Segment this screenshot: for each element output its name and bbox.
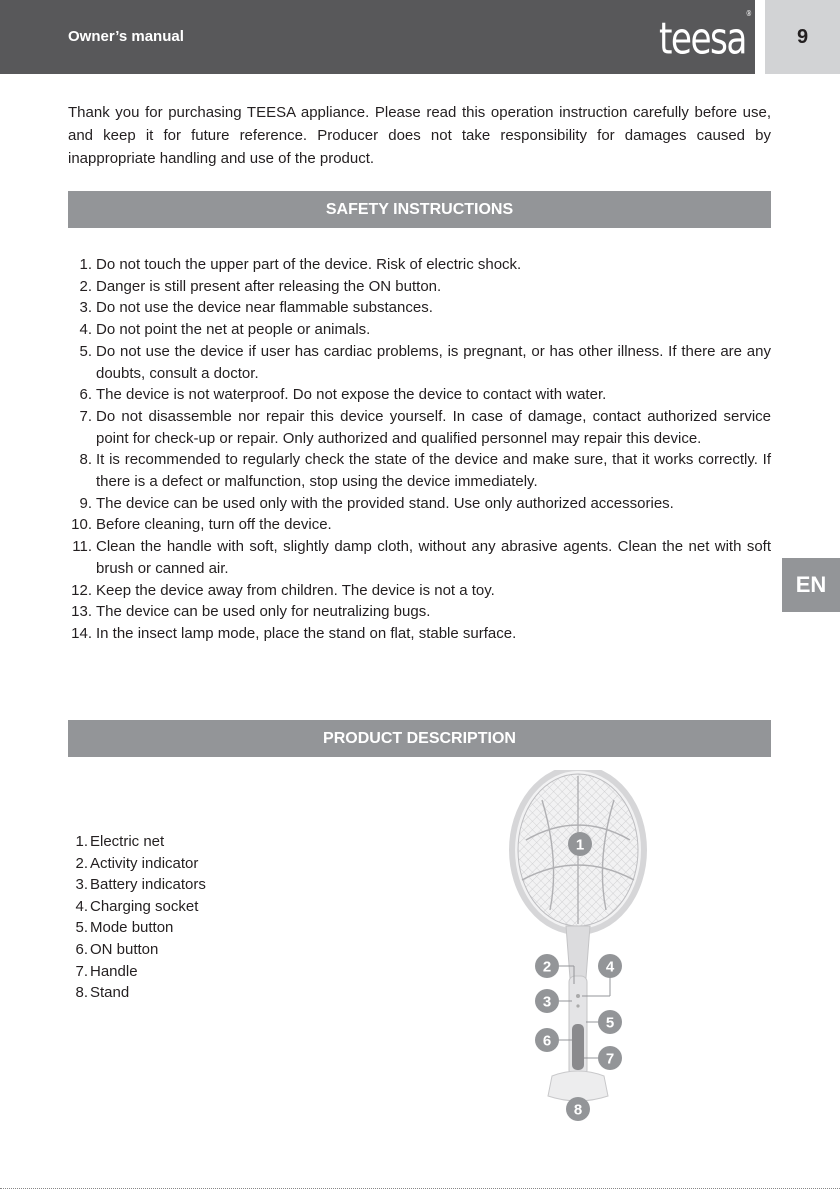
safety-item: [60, 384, 771, 406]
part-item: [70, 853, 206, 875]
language-tab-label: EN: [795, 572, 827, 597]
footer-divider: [0, 1188, 840, 1189]
part-item-text: Activity indicator: [90, 854, 199, 872]
safety-item-text: The device is not waterproof. Do not expose the device to contact with water.: [96, 386, 607, 404]
callout-2-label: 2: [542, 958, 552, 976]
part-item-number: 3.: [75, 876, 88, 894]
safety-item-text: Do not use the device if user has cardiac problems, is pregnant, or has other illness. If there are any doubts, consult a doctor.: [96, 342, 771, 382]
part-item-number: 5.: [75, 919, 88, 937]
part-item-text: Electric net: [90, 833, 165, 850]
safety-item: [60, 254, 771, 276]
safety-item-text: The device can be used only for neutralizing bugs.: [96, 603, 431, 621]
part-item-number: 2.: [75, 854, 88, 872]
part-item-number: 8.: [75, 984, 88, 1002]
safety-item-text: Do not disassemble nor repair this device yourself. In case of damage, contact authorized service point for check-up or repair. Only authorized and qualified personnel may repair this device.: [96, 407, 771, 447]
callout-6: [535, 1028, 559, 1052]
callout-6-label: 6: [542, 1032, 552, 1050]
safety-item: [60, 493, 771, 515]
safety-item-text: Do not point the net at people or animals.: [96, 321, 371, 339]
callout-7-label: 7: [605, 1050, 615, 1068]
callout-5-label: 5: [605, 1014, 615, 1032]
safety-item-number: 6.: [79, 386, 92, 404]
safety-item-number: 14.: [71, 624, 92, 642]
part-item: [70, 896, 206, 918]
callout-2: [535, 954, 559, 978]
safety-heading: SAFETY INSTRUCTIONS: [68, 191, 771, 228]
safety-item-number: 8.: [79, 451, 92, 469]
callout-5: [598, 1010, 622, 1034]
callout-3-label: 3: [542, 993, 552, 1011]
callout-8-label: 8: [573, 1101, 583, 1119]
safety-item-number: 4.: [79, 321, 92, 339]
part-item: [70, 939, 206, 961]
safety-item-number: 3.: [79, 299, 92, 317]
part-item-text: Mode button: [90, 919, 174, 937]
safety-list: [60, 254, 771, 645]
safety-item: [60, 341, 771, 384]
safety-item: [60, 514, 771, 536]
part-item-text: ON button: [90, 940, 159, 958]
part-item: [70, 874, 206, 896]
safety-item: [60, 536, 771, 579]
safety-item-number: 1.: [79, 256, 92, 273]
safety-item: [60, 297, 771, 319]
callout-3: [535, 989, 559, 1013]
callout-7: [598, 1046, 622, 1070]
part-item: [70, 831, 206, 853]
safety-item-number: 5.: [79, 342, 92, 360]
page-number: 9: [796, 26, 809, 48]
safety-item-text: Before cleaning, turn off the device.: [96, 516, 332, 534]
safety-item-text: Do not touch the upper part of the device. Risk of electric shock.: [96, 256, 522, 273]
callout-8: [566, 1097, 590, 1121]
part-item: [70, 961, 206, 983]
callout-1-label: 1: [575, 836, 585, 854]
safety-item: [60, 449, 771, 492]
safety-item-text: The device can be used only with the provided stand. Use only authorized accessories.: [96, 494, 674, 512]
page-number-box: [765, 0, 840, 74]
part-item-text: Battery indicators: [90, 876, 206, 894]
product-figure: [490, 770, 650, 1130]
safety-item-text: In the insect lamp mode, place the stand on flat, stable surface.: [96, 624, 517, 642]
language-tab: [782, 558, 840, 612]
safety-item-text: Danger is still present after releasing the ON button.: [96, 277, 442, 295]
parts-list: [70, 831, 206, 1004]
safety-item-number: 2.: [79, 277, 92, 295]
callout-1: [568, 832, 592, 856]
part-item-number: 7.: [75, 962, 88, 980]
brand-logo-text: teesa: [659, 13, 746, 65]
header-bar: [0, 0, 755, 74]
safety-item: [60, 601, 771, 623]
safety-item: [60, 406, 771, 449]
safety-item-text: It is recommended to regularly check the state of the device and make sure, that it works correctly. If there is a defect or malfunction, stop using the device immediately.: [96, 451, 771, 491]
safety-item-number: 7.: [79, 407, 92, 425]
safety-item-number: 13.: [71, 603, 92, 621]
callout-4-label: 4: [605, 958, 615, 976]
brand-logo: teesa®: [659, 9, 753, 65]
part-item-text: Stand: [90, 984, 130, 1002]
part-item-number: 1.: [75, 833, 88, 850]
part-item: [70, 982, 206, 1004]
part-item-number: 6.: [75, 940, 88, 958]
part-item-text: Charging socket: [90, 897, 199, 915]
safety-item: [60, 319, 771, 341]
callout-4: [598, 954, 622, 978]
safety-item-text: Keep the device away from children. The device is not a toy.: [96, 581, 495, 599]
intro-paragraph: Thank you for purchasing TEESA appliance. Please read this operation instruction carefully before use, and keep it for future reference. Producer does not take responsibility for damages caused by inappropriate handling and use of the product.: [68, 104, 771, 167]
part-item: [70, 917, 206, 939]
safety-item-text: Clean the handle with soft, slightly damp cloth, without any abrasive agents. Clean the net with soft brush or canned air.: [96, 538, 771, 577]
product-heading: PRODUCT DESCRIPTION: [68, 720, 771, 757]
stand: [548, 1071, 608, 1101]
safety-item-number: 10.: [71, 516, 92, 534]
safety-item: [60, 580, 771, 602]
header-title: Owner’s manual: [68, 28, 184, 45]
safety-item-text: Do not use the device near flammable substances.: [96, 299, 433, 317]
safety-item-number: 12.: [71, 581, 92, 599]
part-item-text: Handle: [90, 962, 138, 980]
part-item-number: 4.: [75, 897, 88, 915]
safety-item: [60, 623, 771, 645]
safety-item: [60, 276, 771, 298]
safety-item-number: 11.: [72, 538, 92, 556]
safety-item-number: 9.: [79, 494, 92, 512]
